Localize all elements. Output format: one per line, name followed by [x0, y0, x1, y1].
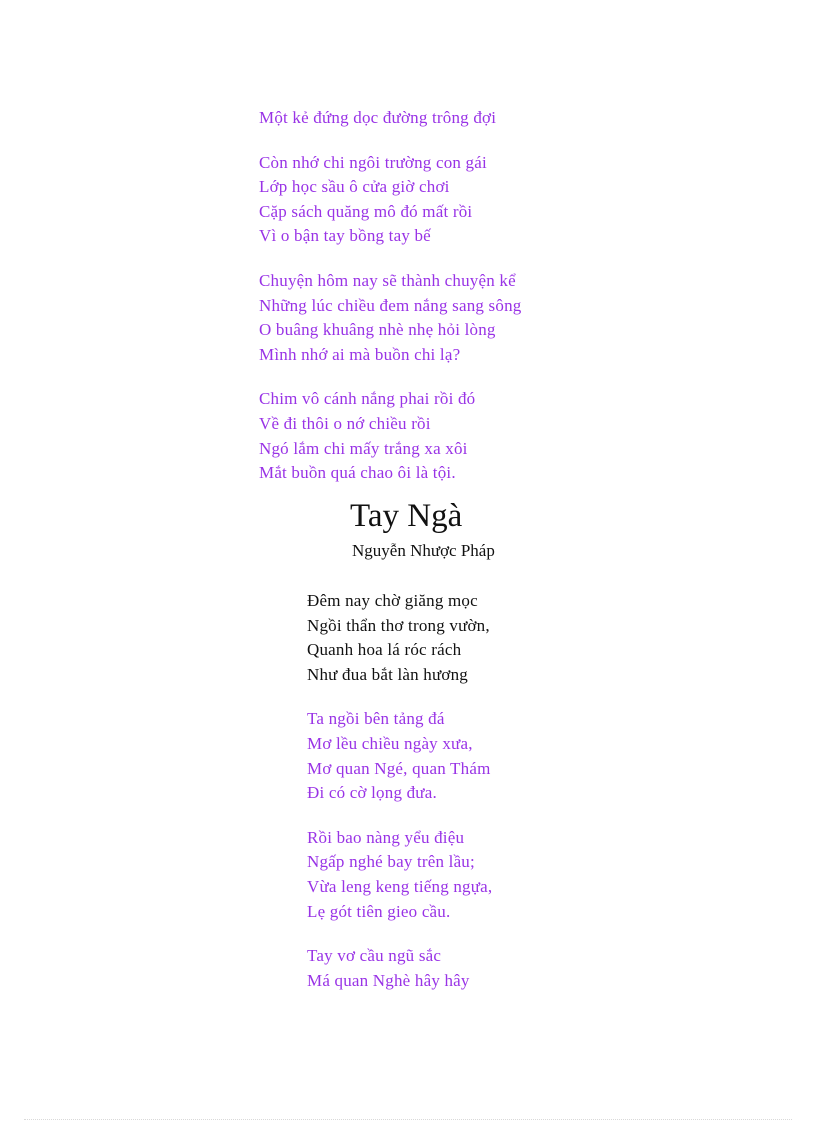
verse-line: Về đi thôi o nớ chiều rồi: [259, 413, 431, 433]
verse-line: Một kẻ đứng dọc đường trông đợi: [259, 108, 497, 127]
page-bottom-divider: [24, 1119, 792, 1120]
verse-line: O buâng khuâng nhè nhẹ hỏi lòng: [259, 320, 496, 340]
verse-line: Đi có cờ lọng đưa.: [307, 783, 437, 803]
verse-line: Mơ quan Ngé, quan Thám: [307, 758, 491, 778]
second-poem-stanza-3: [307, 826, 492, 924]
verse-line: Mơ lều chiều ngày xưa,: [307, 733, 473, 753]
first-poem-stanza-4: [259, 387, 521, 485]
verse-line: Còn nhớ chi ngôi trường con gái: [259, 152, 487, 172]
verse-line: Ngấp nghé bay trên lầu;: [307, 852, 475, 872]
second-poem-stanza-4: [307, 944, 492, 993]
verse-line: Đêm nay chờ giăng mọc: [307, 591, 478, 610]
first-poem: [259, 106, 521, 486]
verse-line: Quanh hoa lá róc rách: [307, 640, 462, 660]
first-poem-stanza-2: [259, 151, 521, 249]
poem-author: Nguyễn Nhược Pháp: [352, 541, 495, 560]
verse-line: Vừa leng keng tiếng ngựa,: [307, 876, 493, 896]
verse-line: Như đua bắt làn hương: [307, 664, 468, 684]
verse-line: Những lúc chiều đem nắng sang sông: [259, 295, 522, 315]
verse-line: Vì o bận tay bồng tay bế: [259, 226, 431, 246]
verse-line: Tay vơ cầu ngũ sắc: [307, 946, 442, 966]
verse-line: Ngó lắm chi mấy trắng xa xôi: [259, 438, 468, 458]
first-poem-stanza-3: [259, 269, 521, 367]
verse-line: Mình nhớ ai mà buồn chi lạ?: [259, 344, 461, 364]
verse-line: Chuyện hôm nay sẽ thành chuyện kể: [259, 270, 516, 290]
verse-line: Lẹ gót tiên gieo cầu.: [307, 901, 451, 921]
verse-line: Cặp sách quăng mô đó mất rồi: [259, 201, 473, 221]
verse-line: Má quan Nghè hây hây: [307, 970, 470, 990]
verse-line: Rồi bao nàng yểu điệu: [307, 827, 465, 847]
verse-line: Ta ngồi bên tảng đá: [307, 709, 445, 729]
second-poem-stanza-2: [307, 707, 492, 805]
poem-title: Tay Ngà: [350, 498, 463, 534]
second-poem-stanza-1: [307, 589, 492, 687]
verse-line: Lớp học sầu ô cửa giờ chơi: [259, 177, 450, 197]
verse-line: Chim vô cánh nắng phai rồi đó: [259, 389, 476, 409]
verse-line: Ngồi thẩn thơ trong vườn,: [307, 615, 490, 635]
first-poem-stanza-1: [259, 106, 521, 131]
second-poem: [307, 589, 492, 993]
verse-line: Mắt buồn quá chao ôi là tội.: [259, 463, 456, 483]
